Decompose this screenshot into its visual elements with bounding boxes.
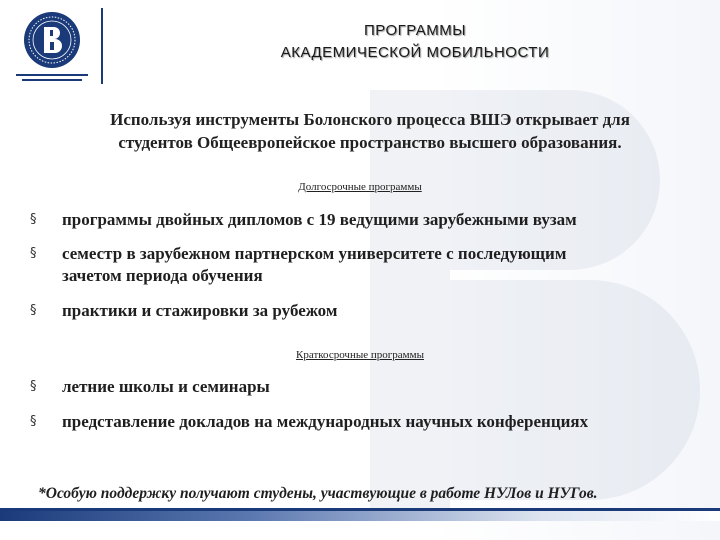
- bottom-bar-gradient: [0, 511, 720, 521]
- long-term-heading: Долгосрочные программы: [298, 181, 422, 193]
- bullet-icon: §: [30, 414, 37, 429]
- list-item-text: представление докладов на международных научных конференциях: [62, 412, 589, 431]
- bullet-icon: §: [30, 246, 37, 261]
- footnote: *Особую поддержку получают студены, участвующие в работе НУЛов и НУГов.: [38, 485, 598, 502]
- intro-text: [40, 108, 700, 154]
- bullet-icon: §: [30, 379, 37, 394]
- list-item: [30, 411, 710, 433]
- list-item-text: практики и стажировки за рубежом: [62, 301, 338, 320]
- intro-line-1: Используя инструменты Болонского процесса ВШЭ открывает для: [110, 110, 630, 129]
- list-item-text: программы двойных дипломов с 19 ведущими зарубежными вузам: [62, 210, 577, 229]
- list-item: [30, 300, 710, 322]
- list-item: [30, 243, 710, 287]
- title-line-2: АКАДЕМИЧЕСКОЙ МОБИЛЬНОСТИ: [280, 44, 550, 61]
- header-divider: [101, 8, 103, 84]
- list-item-text-cont: зачетом периода обучения: [62, 266, 263, 285]
- short-term-heading: Краткосрочные программы: [296, 349, 424, 361]
- list-item: [30, 376, 710, 398]
- page-title: [110, 20, 720, 64]
- header: [0, 0, 720, 90]
- title-line-1: ПРОГРАММЫ: [363, 22, 467, 39]
- bullet-icon: §: [30, 303, 37, 318]
- bullet-icon: §: [30, 212, 37, 227]
- list-item-text: семестр в зарубежном партнерском университете с последующим: [62, 244, 567, 263]
- hse-logo-icon: [8, 6, 96, 88]
- intro-line-2: студентов Общеевропейское пространство высшего образования.: [118, 133, 622, 152]
- bottom-bar: [0, 508, 720, 522]
- list-item-text: летние школы и семинары: [62, 377, 270, 396]
- list-item: [30, 209, 710, 231]
